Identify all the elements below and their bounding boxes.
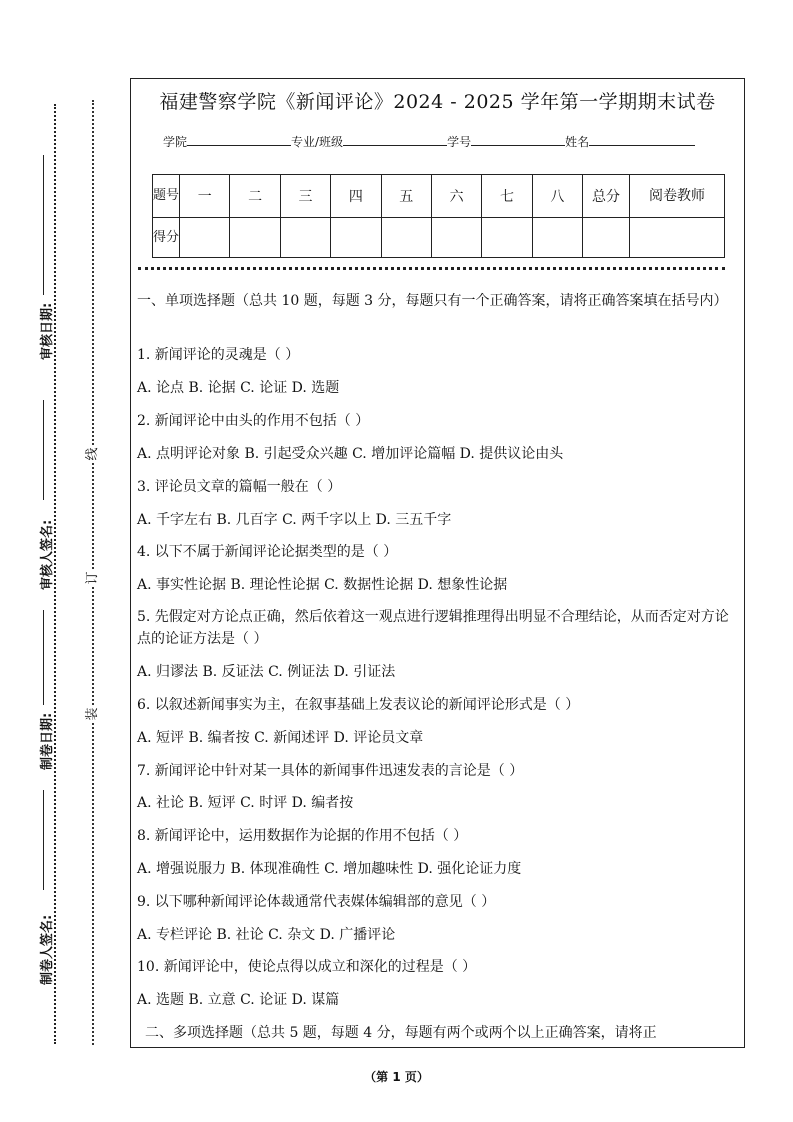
score-cell-grader[interactable]: [630, 217, 725, 258]
score-table: [152, 174, 725, 258]
question-7-options: A. 社论 B. 短评 C. 时评 D. 编者按: [137, 795, 354, 811]
review-date-line: [43, 155, 45, 295]
question-3: 3. 评论员文章的篇幅一般在（ ）: [137, 479, 342, 495]
score-cell[interactable]: [331, 217, 381, 258]
college-field[interactable]: [187, 133, 291, 146]
section2-heading: 二、多项选择题（总共 5 题，每题 4 分，每题有两个或两个以上正确答案，请将正: [145, 1025, 657, 1041]
question-4-options: A. 事实性论据 B. 理论性论据 C. 数据性论据 D. 想象性论据: [137, 577, 508, 593]
question-6: 6. 以叙述新闻事实为主，在叙事基础上发表议论的新闻评论形式是（ ）: [137, 697, 580, 713]
question-7: 7. 新闻评论中针对某一具体的新闻事件迅速发表的言论是（ ）: [137, 763, 524, 779]
question-8-options: A. 增强说服力 B. 体现准确性 C. 增加趣味性 D. 强化论证力度: [137, 861, 522, 877]
question-3-options: A. 千字左右 B. 几百字 C. 两千字以上 D. 三五千字: [137, 512, 452, 528]
paper-maker-signature-label: 制卷人签名:: [40, 914, 55, 985]
question-2-options: A. 点明评论对象 B. 引起受众兴趣 C. 增加评论篇幅 D. 提供议论由头: [137, 446, 564, 462]
question-5-options: A. 归谬法 B. 反证法 C. 例证法 D. 引证法: [137, 664, 396, 680]
score-col-total: 总分: [583, 175, 630, 218]
binding-word-mount: 装: [85, 707, 100, 721]
question-10-options: A. 选题 B. 立意 C. 论证 D. 谋篇: [137, 992, 340, 1008]
question-10: 10. 新闻评论中，使论点得以成立和深化的过程是（ ）: [137, 959, 477, 975]
score-col-3: 三: [280, 175, 330, 218]
name-label: 姓名: [565, 135, 590, 149]
score-cell[interactable]: [532, 217, 582, 258]
score-col-1: 一: [180, 175, 230, 218]
paper-date-line: [43, 610, 45, 705]
score-cell[interactable]: [431, 217, 481, 258]
score-cell[interactable]: [230, 217, 280, 258]
question-9: 9. 以下哪种新闻评论体裁通常代表媒体编辑部的意见（ ）: [137, 894, 496, 910]
binding-margin: [0, 0, 128, 1122]
question-number-label: 题号: [153, 175, 180, 218]
paper-date-label: 制卷日期:: [40, 712, 55, 770]
score-col-8: 八: [532, 175, 582, 218]
college-label: 学院: [163, 135, 188, 149]
question-6-options: A. 短评 B. 编者按 C. 新闻述评 D. 评论员文章: [137, 730, 424, 746]
question-4: 4. 以下不属于新闻评论论据类型的是（ ）: [137, 544, 398, 560]
question-1: 1. 新闻评论的灵魂是（ ）: [137, 347, 300, 363]
question-5: 5. 先假定对方论点正确，然后依着这一观点进行逻辑推理得出明显不合理结论，从而否定对方论点的论证方法是（ ）: [137, 609, 729, 647]
review-date-label: 审核日期:: [40, 302, 55, 360]
question-9-options: A. 专栏评论 B. 社论 C. 杂文 D. 广播评论: [137, 927, 396, 943]
page-footer: （第 1 页）: [364, 1070, 429, 1084]
score-table-score-row: [153, 217, 725, 258]
question-1-options: A. 论点 B. 论据 C. 论证 D. 选题: [137, 380, 340, 396]
reviewer-signature-label: 审核人签名:: [40, 519, 55, 590]
paper-maker-signature-line: [43, 790, 45, 890]
question-8: 8. 新闻评论中，运用数据作为论据的作用不包括（ ）: [137, 828, 468, 844]
name-field[interactable]: [589, 133, 695, 146]
score-cell[interactable]: [280, 217, 330, 258]
score-col-2: 二: [230, 175, 280, 218]
score-cell[interactable]: [180, 217, 230, 258]
reviewer-signature-line: [43, 400, 45, 500]
major-label: 专业/班级: [291, 135, 344, 149]
score-col-5: 五: [381, 175, 431, 218]
student-id-field[interactable]: [471, 133, 565, 146]
score-cell[interactable]: [482, 217, 532, 258]
exam-paper-frame: [130, 78, 745, 1048]
score-col-6: 六: [431, 175, 481, 218]
student-id-label: 学号: [447, 135, 472, 149]
question-2: 2. 新闻评论中由头的作用不包括（ ）: [137, 413, 370, 429]
score-col-grader: 阅卷教师: [630, 175, 725, 218]
binding-word-bind: 订: [85, 571, 100, 585]
score-col-4: 四: [331, 175, 381, 218]
major-field[interactable]: [343, 133, 447, 146]
binding-word-line: 线: [85, 447, 100, 461]
score-table-header-row: [153, 175, 725, 218]
student-info-row: [163, 133, 695, 150]
score-col-7: 七: [482, 175, 532, 218]
score-cell-total[interactable]: [583, 217, 630, 258]
section-separator: [138, 267, 725, 270]
score-label: 得分: [153, 217, 180, 258]
score-cell[interactable]: [381, 217, 431, 258]
section1-heading: 一、单项选择题（总共 10 题，每题 3 分，每题只有一个正确答案，请将正确答案填在括号内）: [137, 293, 728, 309]
exam-title: 福建警察学院《新闻评论》2024 - 2025 学年第一学期期末试卷: [159, 91, 716, 113]
